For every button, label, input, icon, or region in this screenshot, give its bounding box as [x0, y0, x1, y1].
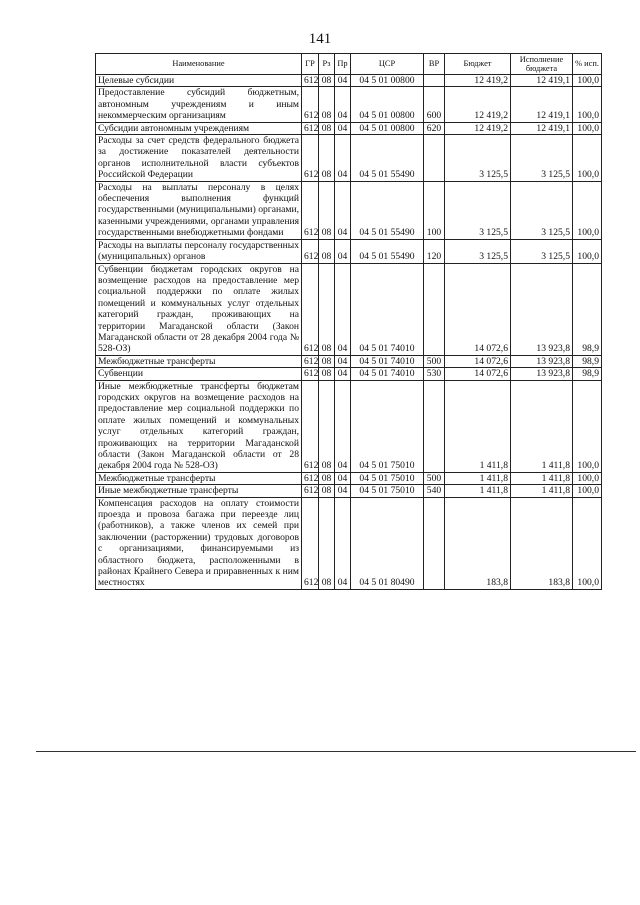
row-name-cell: Субвенции: [96, 368, 302, 380]
header-rz: Рз: [319, 54, 335, 75]
row-vr-cell: 500: [424, 472, 445, 484]
table-row: [96, 75, 602, 87]
row-vr-cell: [424, 75, 445, 87]
row-rz-cell: 08: [319, 135, 335, 182]
row-csr-cell: 04 5 01 55490: [351, 135, 424, 182]
row-gr-cell: 612: [302, 355, 319, 367]
header-gr: ГР: [302, 54, 319, 75]
header-pr: Пр: [335, 54, 351, 75]
row-vr-cell: 120: [424, 239, 445, 263]
header-budget: Бюджет: [445, 54, 511, 75]
table-row: [96, 355, 602, 367]
row-pr-cell: 04: [335, 239, 351, 263]
row-vr-cell: 500: [424, 355, 445, 367]
row-gr-cell: 612: [302, 87, 319, 122]
row-budget-cell: 14 072,6: [445, 355, 511, 367]
row-execution-cell: 12 419,1: [511, 87, 573, 122]
row-budget-cell: 12 419,2: [445, 122, 511, 134]
row-csr-cell: 04 5 01 75010: [351, 380, 424, 472]
row-percent-cell: 100,0: [573, 75, 602, 87]
table-row: [96, 87, 602, 122]
row-rz-cell: 08: [319, 355, 335, 367]
row-csr-cell: 04 5 01 00800: [351, 87, 424, 122]
row-pr-cell: 04: [335, 122, 351, 134]
row-execution-cell: 13 923,8: [511, 368, 573, 380]
row-percent-cell: 100,0: [573, 87, 602, 122]
row-csr-cell: 04 5 01 74010: [351, 355, 424, 367]
row-name-cell: Субвенции бюджетам городских округов на возмещение расходов на предоставление мер социальной поддержки по оплате жилых помещений и коммунальных услуг отдельных категорий граждан, проживающих на территории Магаданской области (Закон Магаданской области от 28 декабря 2004 года № 528-ОЗ): [96, 263, 302, 355]
table-row: [96, 239, 602, 263]
row-execution-cell: 3 125,5: [511, 239, 573, 263]
row-csr-cell: 04 5 01 00800: [351, 75, 424, 87]
row-gr-cell: 612: [302, 472, 319, 484]
row-percent-cell: 100,0: [573, 485, 602, 497]
row-pr-cell: 04: [335, 472, 351, 484]
table-row: [96, 380, 602, 472]
row-pr-cell: 04: [335, 497, 351, 589]
row-budget-cell: 3 125,5: [445, 181, 511, 239]
footer-divider: [36, 751, 636, 752]
row-pr-cell: 04: [335, 181, 351, 239]
row-csr-cell: 04 5 01 55490: [351, 181, 424, 239]
row-pr-cell: 04: [335, 135, 351, 182]
row-rz-cell: 08: [319, 87, 335, 122]
row-vr-cell: 540: [424, 485, 445, 497]
row-pr-cell: 04: [335, 87, 351, 122]
row-budget-cell: 1 411,8: [445, 485, 511, 497]
row-percent-cell: 98,9: [573, 263, 602, 355]
header-vr: ВР: [424, 54, 445, 75]
row-name-cell: Предоставление субсидий бюджетным, автономным учреждениям и иным некоммерческим организациям: [96, 87, 302, 122]
row-rz-cell: 08: [319, 380, 335, 472]
page-number: 141: [308, 31, 332, 47]
table-row: [96, 472, 602, 484]
header-execution: Исполнение бюджета: [511, 54, 573, 75]
row-pr-cell: 04: [335, 380, 351, 472]
row-gr-cell: 612: [302, 497, 319, 589]
row-execution-cell: 3 125,5: [511, 181, 573, 239]
row-gr-cell: 612: [302, 485, 319, 497]
row-rz-cell: 08: [319, 75, 335, 87]
header-name: Наименование: [96, 54, 302, 75]
row-vr-cell: [424, 135, 445, 182]
row-gr-cell: 612: [302, 135, 319, 182]
row-budget-cell: 1 411,8: [445, 472, 511, 484]
row-percent-cell: 100,0: [573, 380, 602, 472]
table-row: [96, 135, 602, 182]
row-gr-cell: 612: [302, 75, 319, 87]
row-percent-cell: 100,0: [573, 181, 602, 239]
row-gr-cell: 612: [302, 122, 319, 134]
row-pr-cell: 04: [335, 355, 351, 367]
row-execution-cell: 12 419,1: [511, 75, 573, 87]
row-percent-cell: 98,9: [573, 368, 602, 380]
row-name-cell: Межбюджетные трансферты: [96, 472, 302, 484]
table-header-row: [96, 54, 602, 75]
row-csr-cell: 04 5 01 55490: [351, 239, 424, 263]
row-budget-cell: 183,8: [445, 497, 511, 589]
row-execution-cell: 3 125,5: [511, 135, 573, 182]
row-csr-cell: 04 5 01 75010: [351, 472, 424, 484]
header-csr: ЦСР: [351, 54, 424, 75]
table-row: [96, 181, 602, 239]
row-csr-cell: 04 5 01 75010: [351, 485, 424, 497]
row-rz-cell: 08: [319, 497, 335, 589]
row-pr-cell: 04: [335, 368, 351, 380]
row-budget-cell: 3 125,5: [445, 135, 511, 182]
row-csr-cell: 04 5 01 74010: [351, 263, 424, 355]
row-vr-cell: 530: [424, 368, 445, 380]
table-row: [96, 122, 602, 134]
row-percent-cell: 100,0: [573, 497, 602, 589]
row-percent-cell: 98,9: [573, 355, 602, 367]
budget-table: [95, 53, 602, 590]
row-budget-cell: 14 072,6: [445, 368, 511, 380]
row-budget-cell: 3 125,5: [445, 239, 511, 263]
row-gr-cell: 612: [302, 368, 319, 380]
row-percent-cell: 100,0: [573, 472, 602, 484]
row-name-cell: Расходы на выплаты персоналу государственных (муниципальных) органов: [96, 239, 302, 263]
row-name-cell: Компенсация расходов на оплату стоимости проезда и провоза багажа при переезде лиц (работников), а также членов их семей при заключении (расторжении) трудовых договоров с организациями, финансируемыми из областного бюджета, расположенными в районах Крайнего Севера и приравненных к ним местностях: [96, 497, 302, 589]
row-name-cell: Целевые субсидии: [96, 75, 302, 87]
row-rz-cell: 08: [319, 263, 335, 355]
row-name-cell: Межбюджетные трансферты: [96, 355, 302, 367]
row-csr-cell: 04 5 01 80490: [351, 497, 424, 589]
row-rz-cell: 08: [319, 122, 335, 134]
row-name-cell: Иные межбюджетные трансферты бюджетам городских округов на возмещение расходов на предоставление мер социальной поддержки по оплате жилых помещений и коммунальных услуг отдельных категорий граждан, проживающих на территории Магаданской области (Закон Магаданской области от 28 декабря 2004 года № 528-ОЗ): [96, 380, 302, 472]
row-gr-cell: 612: [302, 239, 319, 263]
row-pr-cell: 04: [335, 75, 351, 87]
row-name-cell: Иные межбюджетные трансферты: [96, 485, 302, 497]
row-execution-cell: 1 411,8: [511, 472, 573, 484]
row-rz-cell: 08: [319, 239, 335, 263]
row-name-cell: Расходы на выплаты персоналу в целях обеспечения выполнения функций государственными (муниципальными) органами, казенными учреждениями, органами управления государственными внебюджетными фондами: [96, 181, 302, 239]
table-row: [96, 263, 602, 355]
row-rz-cell: 08: [319, 368, 335, 380]
row-name-cell: Расходы за счет средств федерального бюджета за достижение показателей деятельности органов исполнительной власти субъектов Российской Федерации: [96, 135, 302, 182]
row-budget-cell: 12 419,2: [445, 75, 511, 87]
row-csr-cell: 04 5 01 00800: [351, 122, 424, 134]
row-execution-cell: 1 411,8: [511, 380, 573, 472]
row-budget-cell: 12 419,2: [445, 87, 511, 122]
row-name-cell: Субсидии автономным учреждениям: [96, 122, 302, 134]
row-budget-cell: 1 411,8: [445, 380, 511, 472]
row-rz-cell: 08: [319, 472, 335, 484]
row-vr-cell: [424, 497, 445, 589]
row-rz-cell: 08: [319, 485, 335, 497]
row-execution-cell: 12 419,1: [511, 122, 573, 134]
row-vr-cell: [424, 263, 445, 355]
row-percent-cell: 100,0: [573, 122, 602, 134]
table-row: [96, 485, 602, 497]
table-row: [96, 368, 602, 380]
row-gr-cell: 612: [302, 181, 319, 239]
row-vr-cell: 620: [424, 122, 445, 134]
row-gr-cell: 612: [302, 380, 319, 472]
row-pr-cell: 04: [335, 263, 351, 355]
row-execution-cell: 13 923,8: [511, 263, 573, 355]
row-budget-cell: 14 072,6: [445, 263, 511, 355]
row-percent-cell: 100,0: [573, 239, 602, 263]
row-percent-cell: 100,0: [573, 135, 602, 182]
row-vr-cell: 100: [424, 181, 445, 239]
row-execution-cell: 13 923,8: [511, 355, 573, 367]
row-vr-cell: 600: [424, 87, 445, 122]
row-gr-cell: 612: [302, 263, 319, 355]
table-row: [96, 497, 602, 589]
row-rz-cell: 08: [319, 181, 335, 239]
row-csr-cell: 04 5 01 74010: [351, 368, 424, 380]
row-execution-cell: 183,8: [511, 497, 573, 589]
row-pr-cell: 04: [335, 485, 351, 497]
header-percent: % исп.: [573, 54, 602, 75]
table-body: [96, 75, 602, 590]
row-execution-cell: 1 411,8: [511, 485, 573, 497]
row-vr-cell: [424, 380, 445, 472]
